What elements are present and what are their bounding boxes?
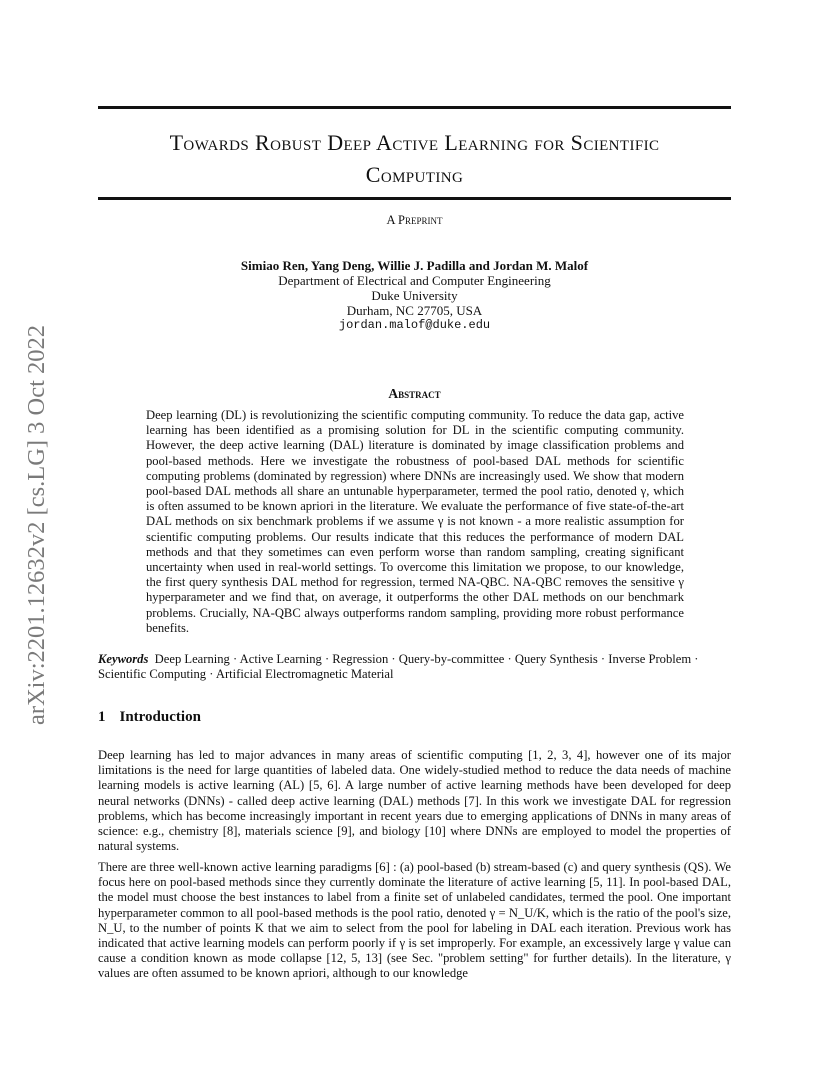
keywords-line (98, 652, 731, 682)
preprint-label: A Preprint (386, 213, 443, 227)
abstract-text: Deep learning (DL) is revolutionizing the scientific computing community. To reduce the data gap, active learning has been identified as a promising solution for DL in the scientific computing community. However, the deep active learning (DAL) literature is dominated by image classification problems and pool-based methods. Here we investigate the robustness of pool-based DAL methods for scientific computing problems (dominated by regression) where DNNs are increasingly used. We show that modern pool-based DAL methods all share an untunable hyperparameter, termed the pool ratio, denoted γ, which is often assumed to be known apriori in the literature. We evaluate the performance of five state-of-the-art DAL methods on six benchmark problems if we assume γ is not known - a more realistic assumption for scientific computing problems. Our results indicate that this reduces the performance of modern DAL methods and that they sometimes can even perform worse than random sampling, creating significant uncertainty when used in real-world settings. To overcome this limitation we propose, to our knowledge, the first query synthesis DAL method for regression, termed NA-QBC. NA-QBC removes the sensitive γ hyperparameter and we find that, on average, it outperforms the other DAL methods on our benchmark problems. Crucially, NA-QBC always outperforms random sampling, providing more robust performance benefits. (146, 408, 684, 635)
section-heading-introduction (98, 709, 201, 726)
section-title: Introduction (119, 709, 201, 725)
keywords-list: Deep Learning · Active Learning · Regression · Query-by-committee · Query Synthesis · Inverse Problem · Scientific Computing · Artificial Electromagnetic Material (98, 652, 699, 682)
author-email: jordan.malof@duke.edu (338, 318, 491, 332)
section-number: 1 (98, 709, 106, 725)
affiliation-location: Durham, NC 27705, USA (346, 303, 483, 318)
affiliation-department: Department of Electrical and Computer Engineering (278, 273, 551, 288)
arxiv-identifier: arXiv:2201.12632v2 [cs.LG] 3 Oct 2022 (23, 324, 50, 726)
title-line-2: Computing (365, 162, 464, 187)
author-block (98, 258, 731, 333)
keywords-label: Keywords (98, 652, 149, 666)
title-top-rule (98, 106, 731, 109)
title-bottom-rule (98, 197, 731, 200)
abstract-heading: Abstract (388, 386, 441, 401)
intro-paragraph-1: Deep learning has led to major advances in many areas of scientific computing [1, 2, 3, 4], however one of its major limitations is the need for large quantities of labeled data. One widely-studied method to reduce the data needs of machine learning models is active learning (AL) [5, 6]. A large number of active learning methods have been developed for deep neural networks (DNNs) - called deep active learning (DAL) methods [7]. In this work we investigate DAL for regression problems, which has become increasingly important in recent years due to emerging applications of DNNs in many areas of science: e.g., chemistry [8], materials science [9], and biology [10] where DNNs are employed to model the properties of natural systems. (98, 748, 731, 854)
title-line-1: Towards Robust Deep Active Learning for Scientific (169, 130, 660, 155)
intro-paragraph-2: There are three well-known active learning paradigms [6] : (a) pool-based (b) stream-based (c) and query synthesis (QS). We focus here on pool-based methods since they currently dominate the literature of active learning [5, 11]. In pool-based DAL, the model must choose the best instances to label from a finite set of unlabeled candidates, termed the pool. One important hyperparameter common to all pool-based methods is the pool ratio, denoted γ = N_U/K, which is the ratio of the pool's size, N_U, to the number of points K that we aim to select from the pool for labeling in DAL each iteration. Previous work has indicated that active learning models can perform poorly if γ is set improperly. For example, an excessively large γ value can cause a condition known as mode collapse [12, 5, 13] (see Sec. "problem setting" for further details). In the literature, γ values are often assumed to be known apriori, although to our knowledge (98, 860, 731, 981)
author-names: Simiao Ren, Yang Deng, Willie J. Padilla and Jordan M. Malof (240, 258, 589, 273)
paper-title (98, 127, 731, 191)
affiliation-university: Duke University (371, 288, 458, 303)
arxiv-sidebar-stamp (17, 295, 57, 755)
